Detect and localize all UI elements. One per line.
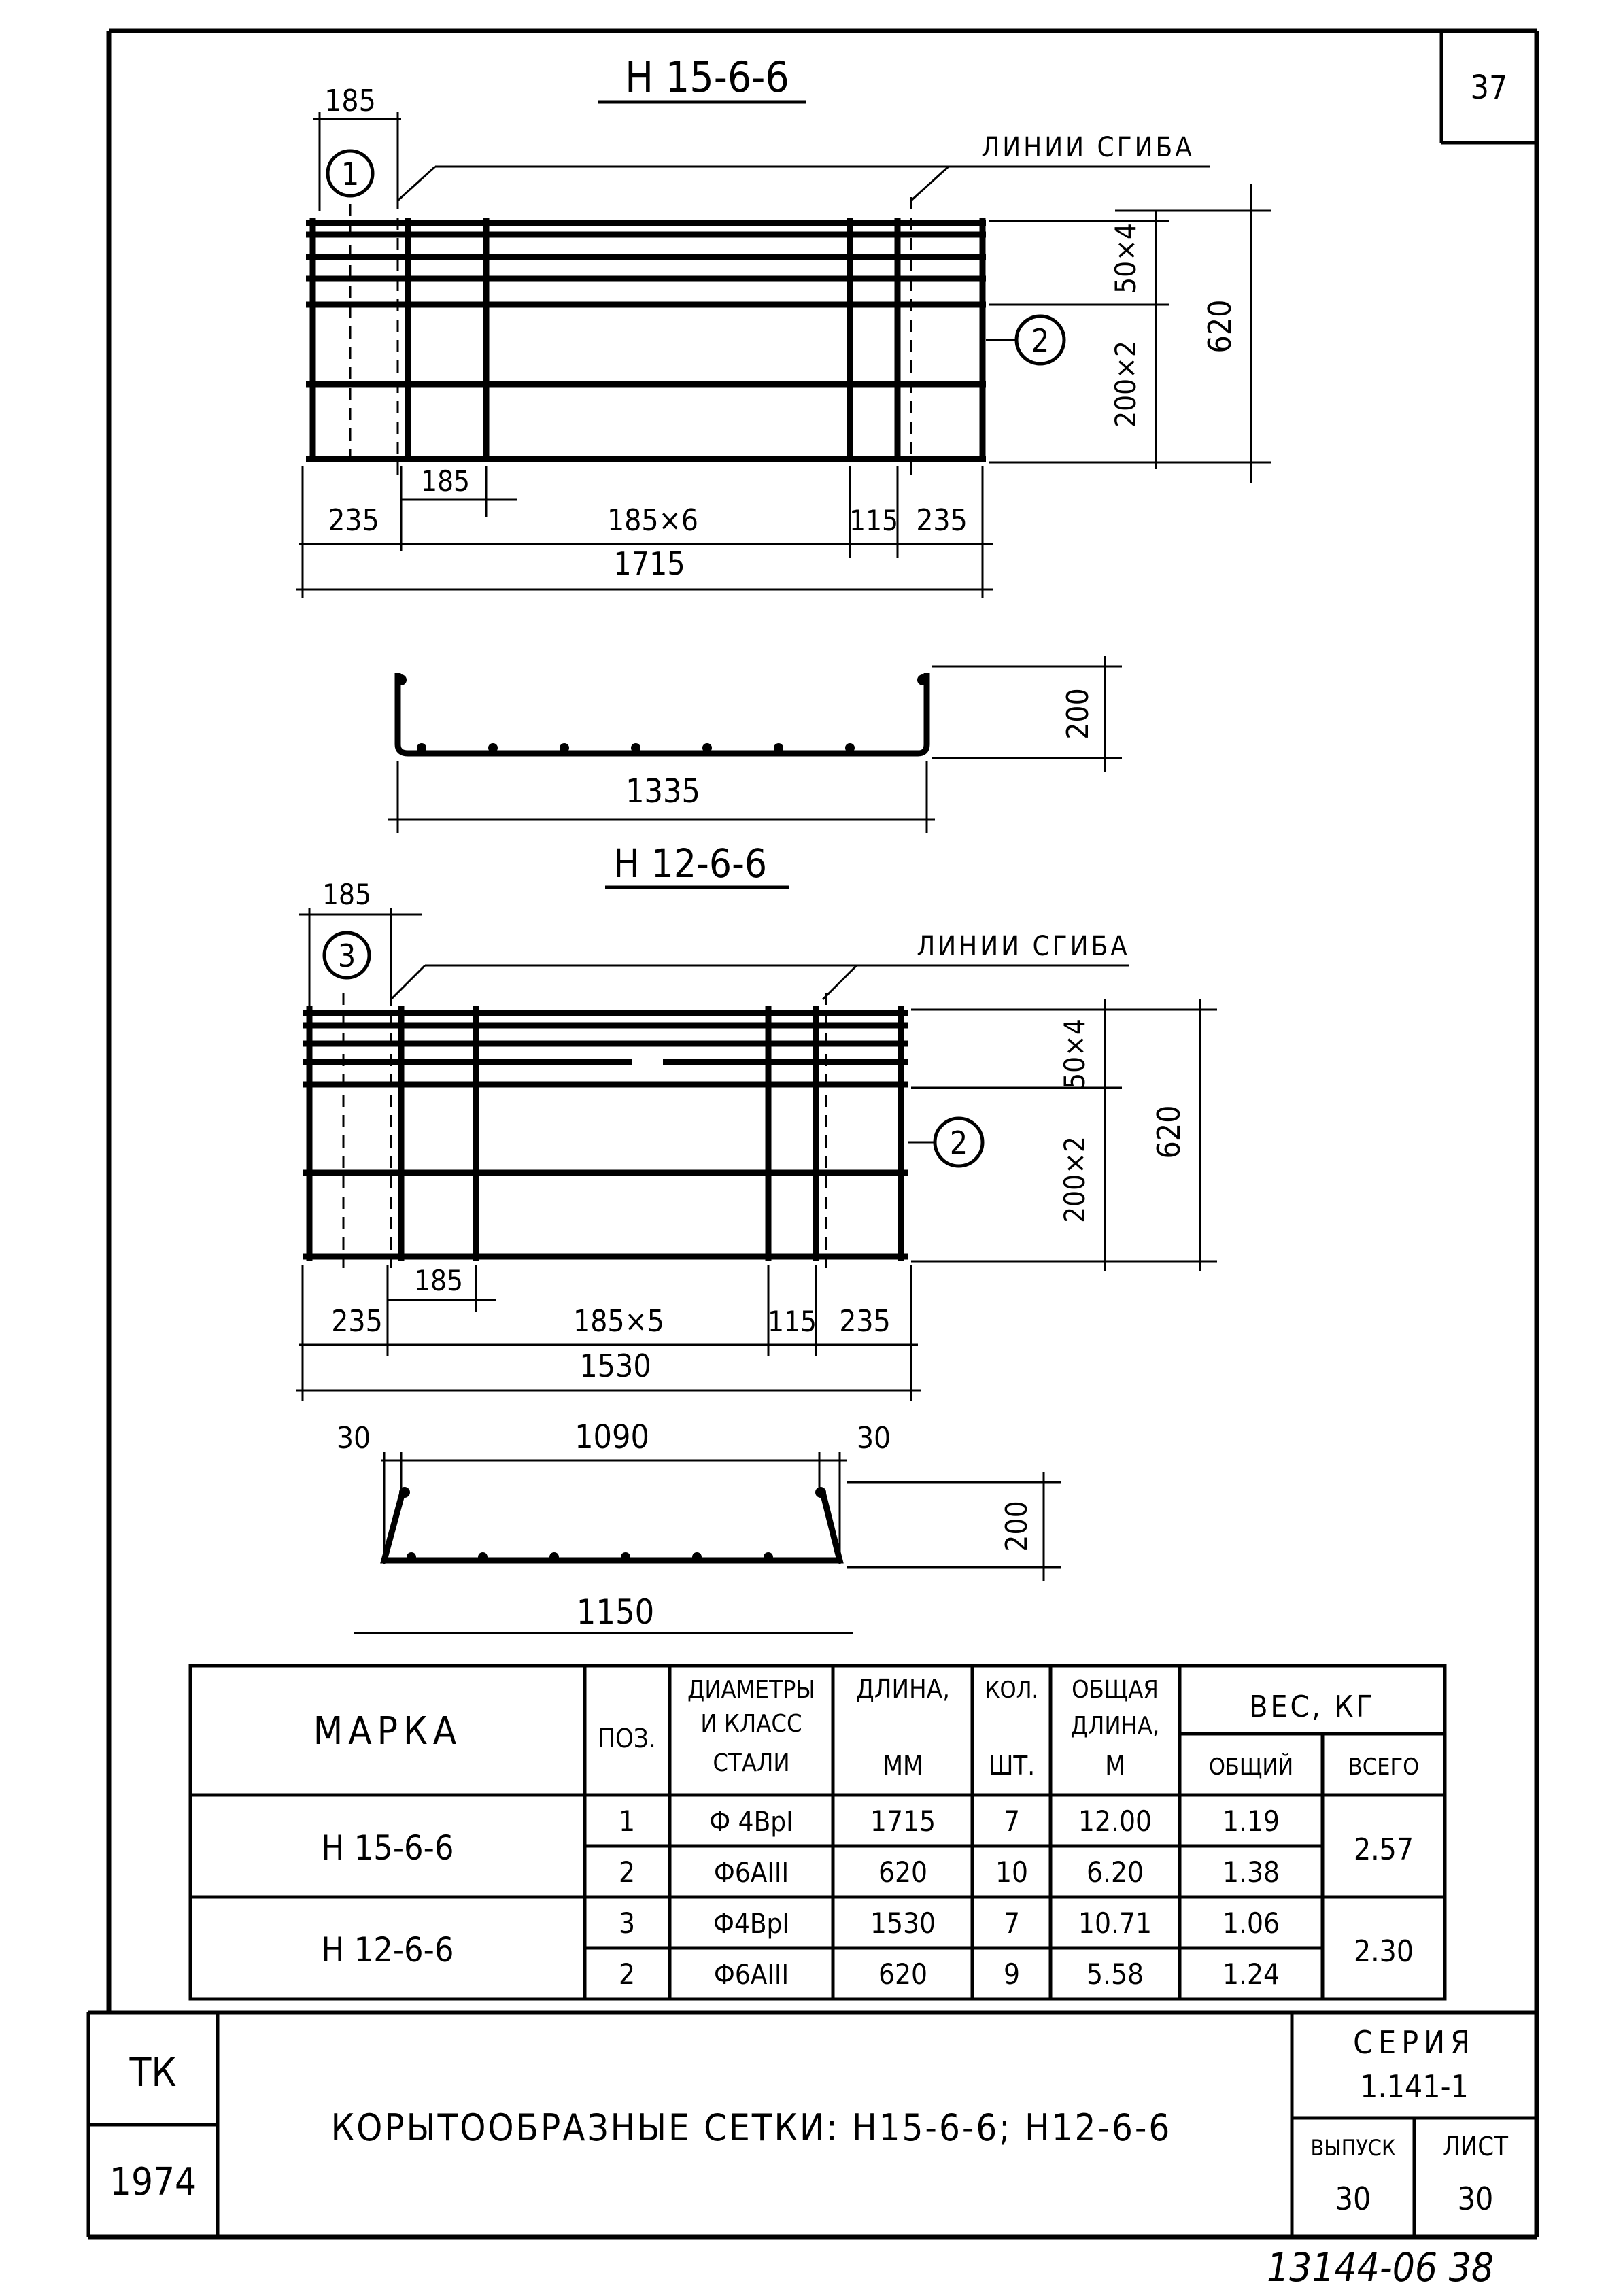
drawing-title: КОРЫТООБРАЗНЫЕ СЕТКИ: Н15-6-6; Н12-6-6 (330, 2106, 1172, 2149)
header-weight-total: ОБЩИЙ (1208, 1753, 1294, 1781)
cell-poz: 3 (618, 1906, 636, 1940)
position-2b-label: 2 (949, 1125, 968, 1161)
cell-total-length: 5.58 (1086, 1957, 1144, 1991)
header-qty-unit: ШТ. (988, 1751, 1036, 1781)
dim-235-left-a: 235 (328, 503, 379, 538)
cell-qty: 7 (1003, 1804, 1021, 1838)
cell-weight: 1.06 (1222, 1906, 1280, 1940)
dim-top-185: 185 (324, 84, 376, 118)
profile-30-left: 30 (336, 1421, 371, 1456)
header-poz: ПОЗ. (598, 1724, 656, 1753)
row-vsego-h15: 2.57 (1353, 1832, 1414, 1867)
profile-h15 (388, 656, 1122, 833)
cell-length: 1530 (870, 1906, 936, 1940)
sheet-label: ЛИСТ (1442, 2131, 1509, 2161)
profile-h12 (337, 1418, 1061, 1633)
header-diam-3: СТАЛИ (713, 1749, 790, 1777)
cell-qty: 9 (1003, 1957, 1021, 1991)
dim-620-a: 620 (1201, 299, 1238, 354)
series-value: 1.141-1 (1360, 2068, 1469, 2105)
drawing2-title: Н 12-6-6 (613, 840, 768, 887)
cell-diam: Ф6АIII (713, 1959, 789, 1991)
dim-115-a: 115 (849, 504, 899, 537)
drawing-h12 (296, 840, 1217, 1633)
dim-235-right-a: 235 (916, 503, 968, 538)
cell-total-length: 12.00 (1078, 1804, 1152, 1838)
bend-lines-label-2: ЛИНИИ СГИБА (917, 931, 1130, 962)
drawing1-title: Н 15-6-6 (625, 52, 789, 102)
header-marka: МАРКА (313, 1709, 462, 1753)
dim-50x4-a: 50×4 (1109, 223, 1142, 294)
position-3-label: 3 (337, 938, 356, 974)
header-diam-1: ДИАМЕТРЫ (687, 1676, 815, 1704)
dim-1530: 1530 (579, 1348, 651, 1384)
cell-poz: 2 (618, 1957, 636, 1991)
bend-lines-label-1: ЛИНИИ СГИБА (981, 132, 1195, 163)
drawing-h15 (296, 52, 1271, 833)
header-length-unit: ММ (883, 1751, 923, 1781)
sheet-number-box (1441, 31, 1537, 143)
header-length: ДЛИНА, (856, 1674, 950, 1704)
cell-total-length: 10.71 (1078, 1906, 1152, 1940)
dim-200x2-a: 200×2 (1109, 341, 1142, 428)
issue-label: ВЫПУСК (1310, 2135, 1396, 2161)
row-marka-h12: Н 12-6-6 (321, 1930, 454, 1970)
dim-top-185-b: 185 (322, 878, 372, 911)
dim-200x2-b: 200×2 (1058, 1136, 1091, 1223)
profile-200-a: 200 (1061, 688, 1095, 740)
row-marka-h15: Н 15-6-6 (321, 1828, 454, 1868)
tk-label: ТК (129, 2049, 177, 2095)
profile-30-right: 30 (856, 1421, 891, 1456)
cell-total-length: 6.20 (1086, 1855, 1144, 1889)
position-2a-label: 2 (1031, 322, 1050, 359)
cell-diam: Ф6АIII (713, 1857, 789, 1889)
dim-1715: 1715 (613, 545, 685, 582)
profile-1150: 1150 (576, 1592, 655, 1632)
footer-code: 13144-06 38 (1266, 2244, 1494, 2291)
header-weight-all: ВСЕГО (1348, 1753, 1420, 1781)
header-total-1: ОБЩАЯ (1072, 1676, 1159, 1704)
profile-1090: 1090 (575, 1418, 649, 1456)
header-weight: ВЕС, КГ (1249, 1690, 1376, 1724)
dim-185x6: 185×6 (607, 503, 698, 538)
dim-620-b: 620 (1150, 1105, 1187, 1159)
sheet-value: 30 (1457, 2180, 1494, 2217)
specification-table (190, 1666, 1445, 1999)
dim-50x4-b: 50×4 (1058, 1018, 1091, 1089)
cell-length: 1715 (870, 1804, 936, 1838)
cell-qty: 10 (995, 1855, 1029, 1889)
mesh-h15-plan (306, 197, 986, 476)
sheet-number: 37 (1470, 69, 1508, 107)
dim-185x5: 185×5 (573, 1304, 664, 1339)
profile-200-b: 200 (1000, 1501, 1034, 1552)
profile-1335: 1335 (626, 772, 700, 810)
cell-weight: 1.24 (1222, 1957, 1280, 1991)
cell-length: 620 (878, 1855, 928, 1889)
cell-poz: 1 (618, 1804, 636, 1838)
header-total-2: ДЛИНА, (1070, 1712, 1160, 1740)
cell-qty: 7 (1003, 1906, 1021, 1940)
dim-115-b: 115 (767, 1305, 817, 1338)
series-label: СЕРИЯ (1353, 2024, 1475, 2061)
dim-185-inner-b: 185 (413, 1264, 464, 1297)
cell-diam: Ф4ВрI (713, 1908, 790, 1940)
issue-value: 30 (1335, 2180, 1371, 2217)
cell-poz: 2 (618, 1855, 636, 1889)
header-diam-2: И КЛАСС (700, 1710, 802, 1738)
cell-weight: 1.38 (1222, 1855, 1280, 1889)
cell-length: 620 (878, 1957, 928, 1991)
mesh-h12-plan (303, 993, 908, 1268)
sheet-frame (88, 31, 1537, 2237)
header-total-unit: М (1105, 1751, 1125, 1781)
row-vsego-h12: 2.30 (1353, 1934, 1414, 1969)
position-1-label: 1 (341, 156, 360, 192)
dim-235-right-b: 235 (839, 1304, 891, 1339)
header-qty: КОЛ. (985, 1677, 1039, 1704)
dim-235-left-b: 235 (331, 1304, 383, 1339)
dim-185-inner-a: 185 (420, 464, 471, 498)
cell-diam: Ф 4ВрI (709, 1806, 793, 1838)
year-label: 1974 (109, 2160, 197, 2204)
title-block (88, 2012, 1537, 2237)
cell-weight: 1.19 (1222, 1804, 1280, 1838)
